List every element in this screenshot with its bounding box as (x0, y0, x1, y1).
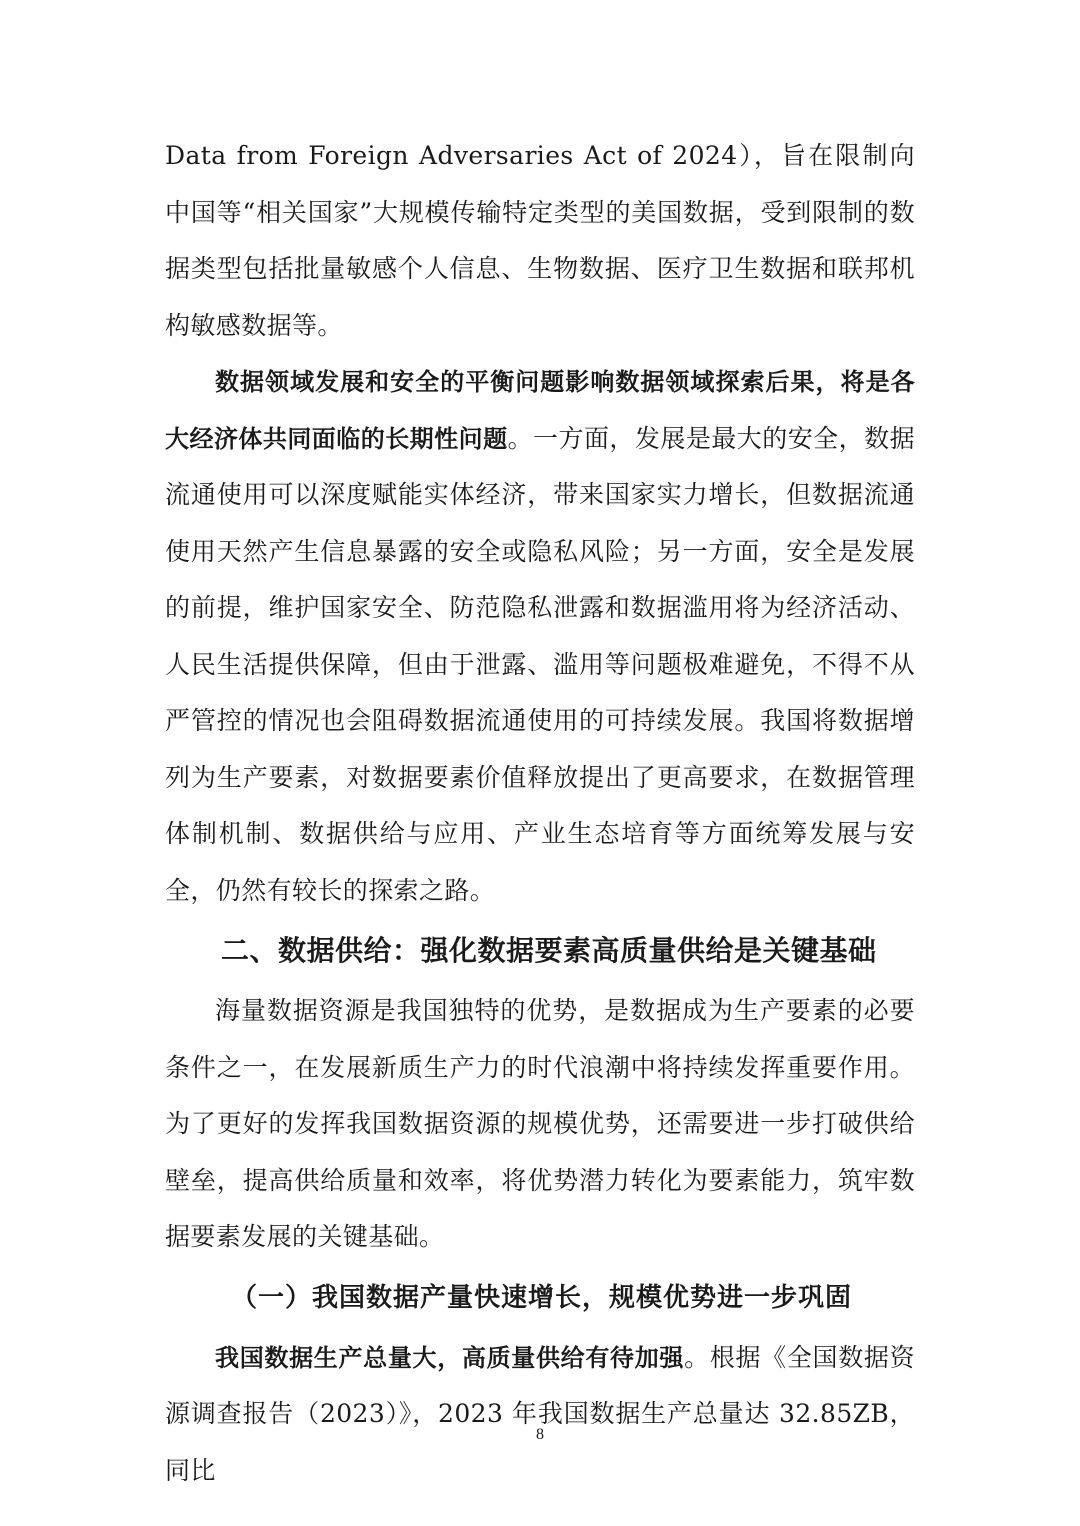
paragraph-4-body: 。根据《全国数据资源调查报告（2023）》，2023 年我国数据生产总量达 32.85ZB，同比 (165, 1342, 915, 1485)
paragraph-2 (165, 354, 915, 919)
paragraph-1: Data from Foreign Adversaries Act of 2024），旨在限制向中国等“相关国家”大规模传输特定类型的美国数据，受到限制的数据类型包括批量敏感个人信息、生物数据、医疗卫生数据和联邦机构敏感数据等。 (165, 141, 915, 340)
paragraph-3: 海量数据资源是我国独特的优势，是数据成为生产要素的必要条件之一，在发展新质生产力的时代浪潮中将持续发挥重要作用。为了更好的发挥我国数据资源的规模优势，还需要进一步打破供给壁垒，提高供给质量和效率，将优势潜力转化为要素能力，筑牢数据要素发展的关键基础。 (165, 996, 915, 1251)
paragraph-4 (165, 1330, 915, 1500)
section-heading: 二、数据供给：强化数据要素高质量供给是关键基础 (221, 934, 877, 967)
paragraph-4-lead: 我国数据生产总量大，高质量供给有待加强 (215, 1343, 685, 1372)
page-number: 8 (536, 1426, 544, 1443)
paragraph-2-body: 。一方面，发展是最大的安全，数据流通使用可以深度赋能实体经济，带来国家实力增长，但数据流通使用天然产生信息暴露的安全或隐私风险；另一方面，安全是发展的前提，维护国家安全、防范隐私泄露和数据滥用将为经济活动、人民生活提供保障，但由于泄露、滥用等问题极难避免，不得不从严管控的情况也会阻碍数据流通使用的可持续发展。我国将数据增列为生产要素，对数据要素价值释放提出了更高要求，在数据管理体制机制、数据供给与应用、产业生态培育等方面统筹发展与安全，仍然有较长的探索之路。 (165, 423, 915, 905)
paragraph-2-lead: 数据领域发展和安全的平衡问题影响数据领域探索后果，将是各大经济体共同面临的长期性问题 (165, 368, 915, 453)
document-body (165, 128, 915, 1499)
subsection-heading: （一）我国数据产量快速增长，规模优势进一步巩固 (231, 1282, 853, 1313)
